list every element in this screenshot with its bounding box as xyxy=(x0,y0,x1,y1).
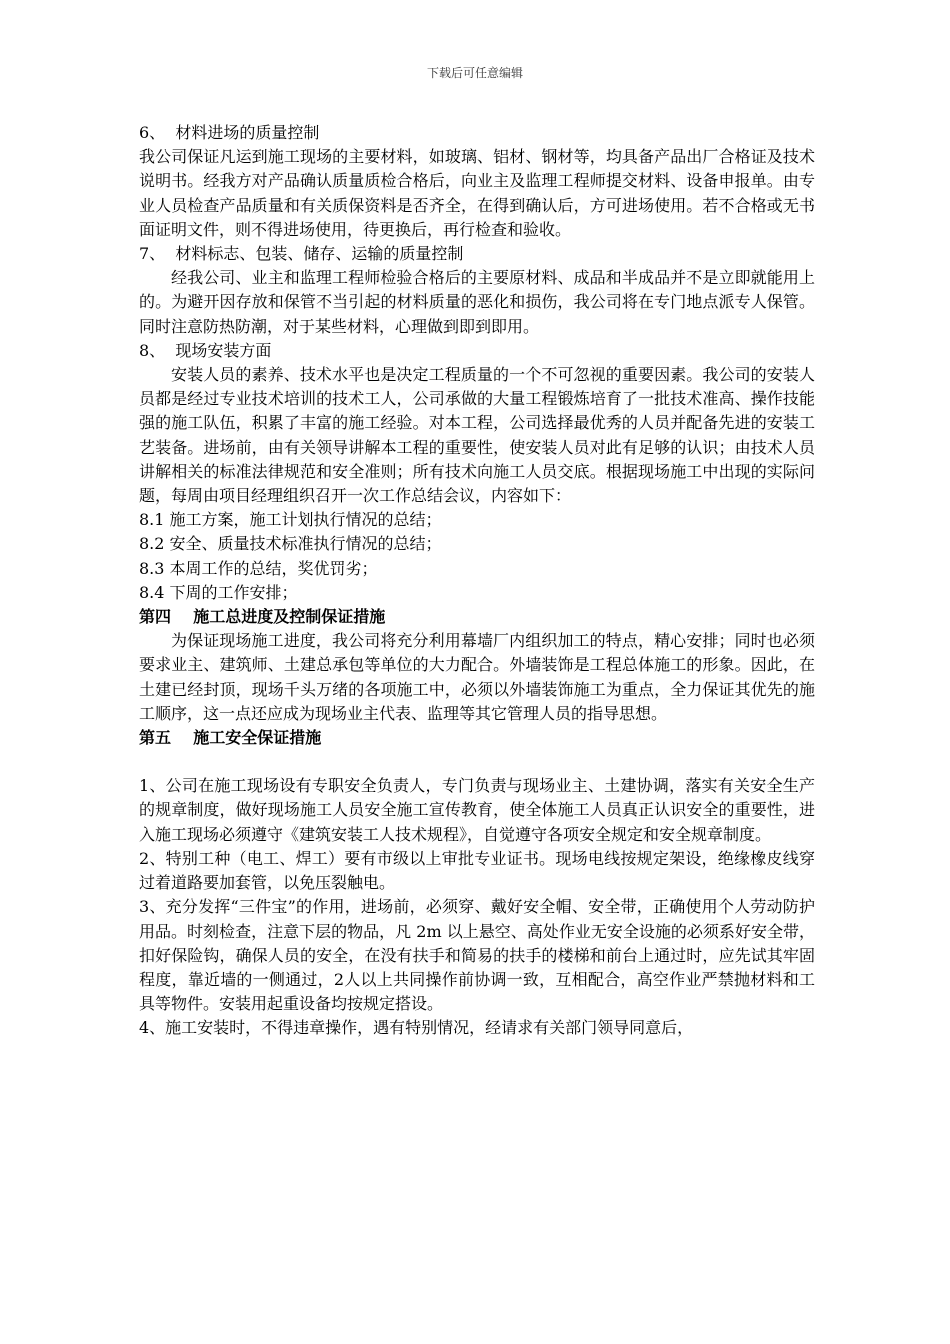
section-8-title: 8、 现场安装方面 xyxy=(139,340,272,360)
section-6-title: 6、 材料进场的质量控制 xyxy=(139,123,320,142)
spacer xyxy=(139,750,815,774)
section-8-item-1: 8.1 施工方案，施工计划执行情况的总结； xyxy=(139,510,442,530)
part-5-heading: 第五 施工安全保证措施 xyxy=(139,728,322,748)
document-body xyxy=(139,121,815,1041)
part-5-item-1: 1、公司在施工现场设有专职安全负责人，专门负责与现场业主、土建协调，落实有关安全生产的规章制度，做好现场施工人员安全施工宣传教育，使全体施工人员真正认识安全的重要性，进入施工现场必须遵守《建筑安装工人技术规程》，自觉遵守各项安全规定和安全规章制度。 xyxy=(139,776,815,844)
section-6-body: 我公司保证凡运到施工现场的主要材料，如玻璃、铝材、钢材等，均具备产品出厂合格证及技术说明书。经我方对产品确认质量质检合格后，向业主及监理工程师提交材料、设备申报单。由专业人员检查产品质量和有关质保资料是否齐全，在得到确认后，方可进场使用。若不合格或无书面证明文件，则不得进场使用，待更换后，再行检查和验收。 xyxy=(139,147,815,239)
section-8-body: 安装人员的素养、技术水平也是决定工程质量的一个不可忽视的重要因素。我公司的安装人员都是经过专业技术培训的技术工人，公司承做的大量工程锻炼培育了一批技术准高、操作技能强的施工队伍，积累了丰富的施工经验。对本工程，公司选择最优秀的人员并配备先进的安装工艺装备。进场前，由有关领导讲解本工程的重要性，使安装人员对此有足够的认识；由技术人员讲解相关的标准法律规范和安全准则；所有技术向施工人员交底。根据现场施工中出现的实际问题，每周由项目经理组织召开一次工作总结会议，内容如下： xyxy=(139,365,815,506)
part-5-item-3: 3、充分发挥“三件宝”的作用，进场前，必须穿、戴好安全帽、安全带，正确使用个人劳动防护用品。时刻检查，注意下层的物品，凡 2m 以上悬空、高处作业无安全设施的必须系好安全带，扣好保险钩，确保人员的安全，在没有扶手和简易的扶手的楼梯和前台上通过时，应先试其牢固程度，靠近墙的一侧通过，2人以上共同操作前协调一致，互相配合，高空作业严禁抛材料和工具等物件。安装用起重设备均按规定搭设。 xyxy=(139,897,815,1014)
part-4-heading: 第四 施工总进度及控制保证措施 xyxy=(139,607,386,627)
part-5-item-4: 4、施工安装时，不得违章操作，遇有特别情况，经请求有关部门领导同意后， xyxy=(139,1018,694,1038)
section-8-item-3: 8.3 本周工作的总结，奖优罚劣； xyxy=(139,558,378,578)
section-7-title: 7、 材料标志、包装、储存、运输的质量控制 xyxy=(139,244,464,264)
page-header: 下载后可任意编辑 xyxy=(426,66,523,80)
part-4-body: 为保证现场施工进度，我公司将充分利用幕墙厂内组织加工的特点，精心安排；同时也必须要求业主、建筑师、土建总承包等单位的大力配合。外墙装饰是工程总体施工的形象。因此，在土建已经封顶，现场千头万绪的各项施工中，必须以外墙装饰施工为重点，全力保证其优先的施工顺序，这一点还应成为现场业主代表、监理等其它管理人员的指导思想。 xyxy=(139,631,815,723)
section-7-body: 经我公司、业主和监理工程师检验合格后的主要原材料、成品和半成品并不是立即就能用上的。为避开因存放和保管不当引起的材料质量的恶化和损伤，我公司将在专门地点派专人保管。同时注意防热防潮，对于某些材料，心理做到即到即用。 xyxy=(139,268,815,336)
section-8-item-4: 8.4 下周的工作安排； xyxy=(139,582,298,602)
section-8-item-2: 8.2 安全、质量技术标准执行情况的总结； xyxy=(139,534,442,554)
part-5-item-2: 2、特别工种（电工、焊工）要有市级以上审批专业证书。现场电线按规定架设，绝缘橡皮线穿过着道路要加套管，以免压裂触电。 xyxy=(139,848,815,893)
